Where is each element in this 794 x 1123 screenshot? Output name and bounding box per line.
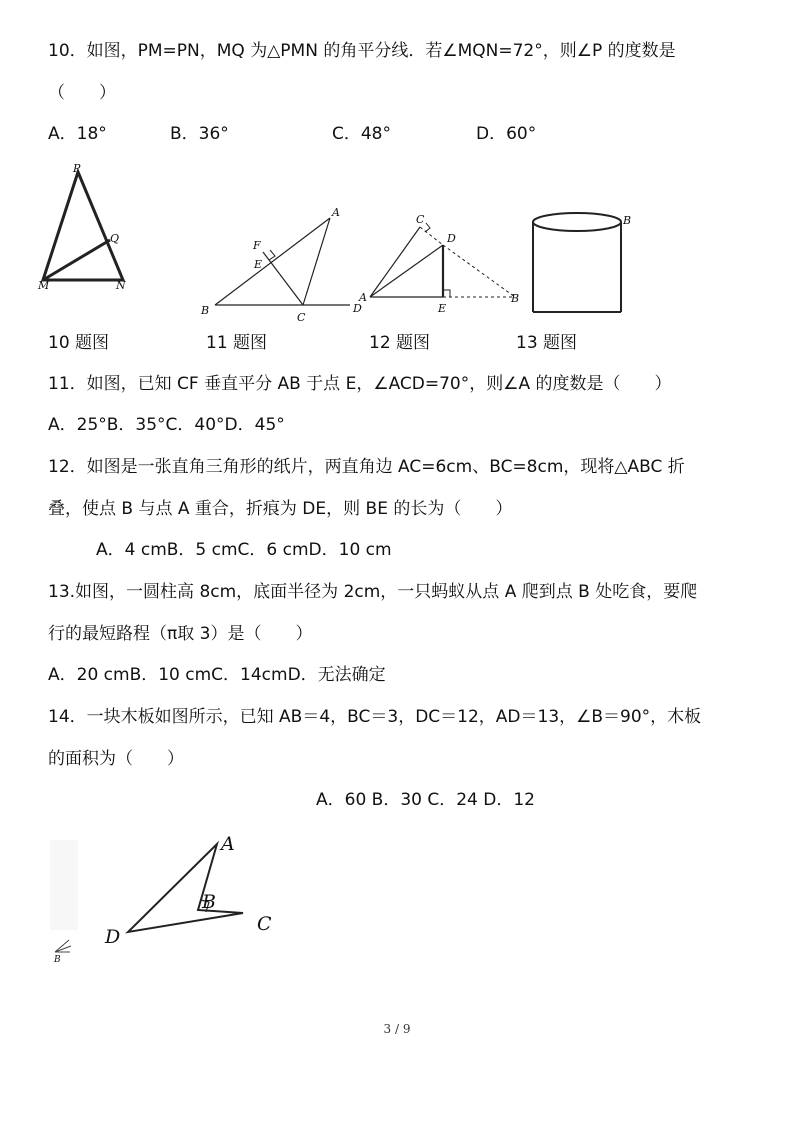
figure-11 bbox=[195, 200, 370, 325]
right-angle-mark-c bbox=[425, 223, 430, 232]
q10-option-d: D．60° bbox=[476, 124, 537, 144]
caption-fig11: 11 题图 bbox=[206, 333, 268, 353]
line-ad bbox=[370, 245, 443, 297]
q12-stem-line1: 12．如图是一张直角三角形的纸片，两直角边 AC=6cm、BC=8cm，现将△ABC 折 bbox=[48, 457, 685, 477]
caption-fig12: 12 题图 bbox=[369, 333, 431, 353]
label-a: A bbox=[359, 291, 367, 304]
caption-fig10: 10 题图 bbox=[48, 333, 110, 353]
q10-stem-line1: 10．如图，PM=PN，MQ 为△PMN 的角平分线．若∠MQN=72°，则∠P 的度数是 bbox=[48, 41, 676, 61]
page-number: 3 / 9 bbox=[383, 1022, 411, 1036]
q12-options: A．4 cmB．5 cmC．6 cmD．10 cm bbox=[96, 540, 392, 560]
label-a: A bbox=[332, 206, 340, 219]
small-angle-sketch bbox=[55, 940, 71, 952]
label-e: E bbox=[254, 258, 263, 271]
label-b: B bbox=[623, 214, 632, 227]
label-m: M bbox=[38, 279, 50, 292]
line-db-dashed bbox=[443, 245, 515, 297]
label-p: P bbox=[73, 162, 81, 175]
label-c: C bbox=[257, 913, 272, 935]
label-n: N bbox=[116, 279, 126, 292]
label-c: C bbox=[416, 213, 425, 226]
line-cd-dashed bbox=[420, 227, 443, 245]
q12-stem-line2: 叠，使点 B 与点 A 重合，折痕为 DE，则 BE 的长为（ ） bbox=[48, 499, 513, 519]
label-c: C bbox=[297, 311, 306, 324]
caption-fig13: 13 题图 bbox=[516, 333, 578, 353]
figure-12 bbox=[355, 205, 535, 320]
figure-13 bbox=[528, 208, 638, 326]
line-ba bbox=[215, 218, 330, 305]
label-b-small: B bbox=[54, 955, 61, 965]
q11-options: A．25°B．35°C．40°D．45° bbox=[48, 415, 285, 435]
label-a: A bbox=[221, 833, 235, 855]
q10-option-c: C．48° bbox=[332, 124, 392, 144]
label-f: F bbox=[253, 239, 261, 252]
figure-10 bbox=[30, 160, 140, 295]
figure-14 bbox=[45, 830, 285, 970]
q11-stem: 11．如图，已知 CF 垂直平分 AB 于点 E，∠ACD=70°，则∠A 的度数是（ ） bbox=[48, 374, 672, 394]
line-ca bbox=[303, 218, 330, 305]
q13-stem-line1: 13.如图，一圆柱高 8cm，底面半径为 2cm，一只蚂蚁从点 A 爬到点 B 处吃食，要爬 bbox=[48, 582, 698, 602]
q14-stem-line2: 的面积为（ ） bbox=[48, 749, 184, 769]
q13-stem-line2: 行的最短路程（π取 3）是（ ） bbox=[48, 624, 313, 644]
q10-option-a: A．18° bbox=[48, 124, 107, 144]
q10-stem-line2: （ ） bbox=[48, 83, 116, 103]
cylinder-top bbox=[533, 213, 621, 231]
label-b: B bbox=[511, 292, 520, 305]
label-q: Q bbox=[110, 232, 120, 245]
label-d: D bbox=[105, 926, 121, 948]
label-b: B bbox=[201, 304, 210, 317]
q14-options: A．60 B．30 C．24 D．12 bbox=[316, 790, 535, 810]
label-d: D bbox=[353, 302, 362, 315]
label-d: D bbox=[447, 232, 456, 245]
q13-options: A．20 cmB．10 cmC．14cmD．无法确定 bbox=[48, 665, 386, 685]
scan-artifact bbox=[50, 840, 78, 930]
label-e: E bbox=[438, 302, 447, 315]
quadrilateral-abcd bbox=[128, 844, 243, 932]
q10-option-b: B．36° bbox=[170, 124, 229, 144]
triangle-pmn bbox=[43, 172, 123, 280]
label-b: B bbox=[202, 891, 216, 913]
q14-stem-line1: 14．一块木板如图所示，已知 AB＝4，BC＝3，DC＝12，AD＝13，∠B＝90°，木板 bbox=[48, 707, 702, 727]
right-angle-mark bbox=[269, 250, 275, 260]
line-ca bbox=[370, 227, 420, 297]
